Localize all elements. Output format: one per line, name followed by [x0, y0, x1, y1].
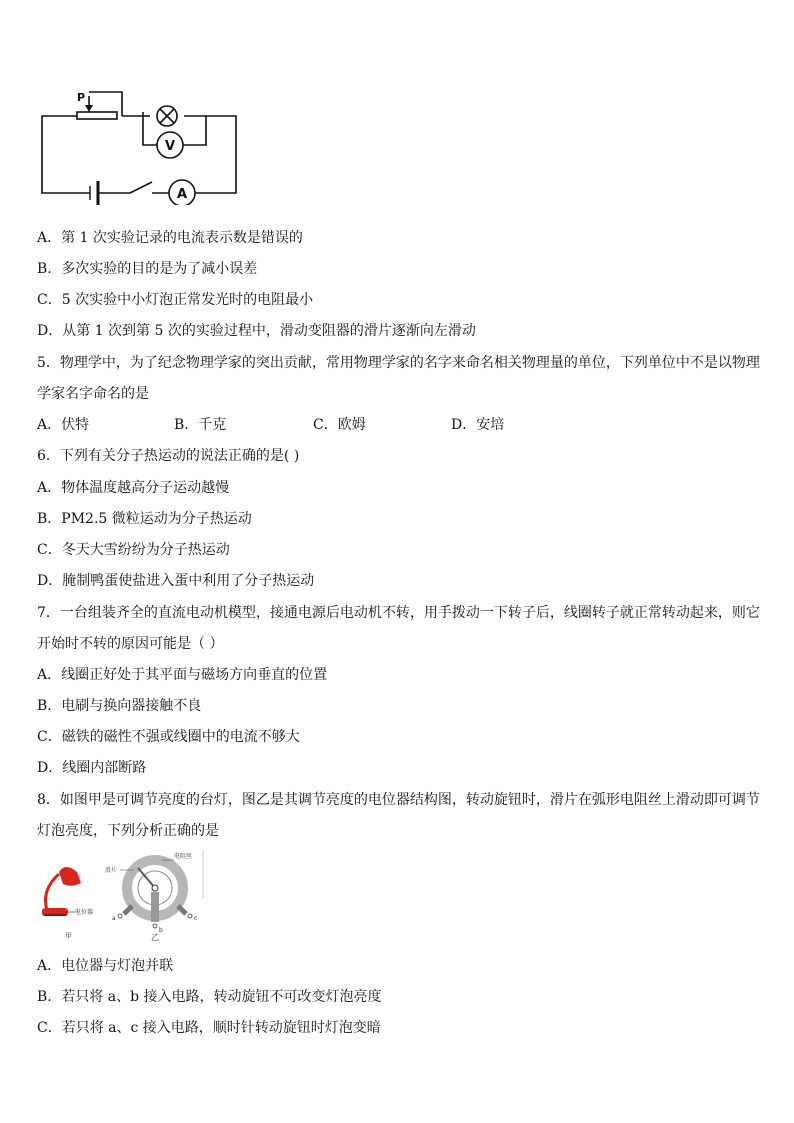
- q4-option-c: C．5 次实验中小灯泡正常发光时的电阻最小: [37, 292, 314, 308]
- figure-jia-label: 甲: [65, 932, 72, 940]
- figure-yi-label: 乙: [151, 933, 159, 942]
- terminal-a-label: a: [112, 915, 116, 922]
- q8-stem-line1: 8．如图甲是可调节亮度的台灯，图乙是其调节亮度的电位器结构图，转动旋钮时，滑片在弧形电阻丝上滑动即可调节: [37, 792, 760, 808]
- q7-stem-line1: 7．一台组装齐全的直流电动机模型，接通电源后电动机不转，用手拨动一下转子后，线圈转子就正常转动起来，则它: [37, 605, 760, 621]
- q6-option-a: A．物体温度越高分子运动越慢: [37, 480, 230, 496]
- terminal-c-label: c: [194, 915, 198, 922]
- circuit-diagram: [32, 85, 252, 205]
- slider-arrow: [85, 105, 93, 112]
- potentiometer-figure: [100, 850, 212, 945]
- voltmeter-label: V: [165, 139, 176, 154]
- q8-option-b: B．若只将 a、b 接入电路，转动旋钮不可改变灯泡亮度: [37, 989, 382, 1005]
- slider-label: 滑片: [105, 867, 118, 874]
- q7-option-a: A．线圈正好处于其平面与磁场方向垂直的位置: [37, 667, 328, 683]
- lamp-symbol: [157, 106, 177, 126]
- q5-stem-line2: 学家名字命名的是: [37, 386, 149, 402]
- q5-option-c: C．欧姆: [313, 417, 366, 433]
- resistance-wire-label: 电阻丝: [174, 853, 193, 860]
- battery-symbol: [90, 181, 98, 205]
- q7-option-b: B．电刷与换向器接触不良: [37, 698, 202, 714]
- q7-stem-line2: 开始时不转的原因可能是（ ）: [37, 636, 224, 652]
- q7-option-d: D．线圈内部断路: [37, 760, 147, 776]
- q5-stem-line1: 5．物理学中，为了纪念物理学家的突出贡献，常用物理学家的名字来命名相关物理量的单位，下列单位中不是以物理: [37, 355, 760, 371]
- q4-option-b: B．多次实验的目的是为了减小误差: [37, 261, 258, 277]
- q5-option-d: D．安培: [451, 417, 505, 433]
- q8-stem-line2: 灯泡亮度，下列分析正确的是: [37, 823, 219, 839]
- q4-option-a: A．第 1 次实验记录的电流表示数是错误的: [37, 230, 303, 246]
- q8-option-c: C．若只将 a、c 接入电路，顺时针转动旋钮时灯泡变暗: [37, 1020, 381, 1036]
- q6-option-b: B．PM2.5 微粒运动为分子热运动: [37, 511, 252, 527]
- q5-option-b: B．千克: [174, 417, 227, 433]
- ammeter-label: A: [177, 187, 188, 202]
- q7-option-c: C．磁铁的磁性不强或线圈中的电流不够大: [37, 729, 300, 745]
- q4-option-d: D．从第 1 次到第 5 次的实验过程中，滑动变阻器的滑片逐渐向左滑动: [37, 323, 476, 339]
- q5-option-a: A．伏特: [37, 417, 90, 433]
- q6-stem: 6．下列有关分子热运动的说法正确的是( ): [37, 448, 300, 464]
- voltmeter-symbol: [157, 132, 183, 158]
- ammeter-symbol: [169, 180, 195, 205]
- q8-option-a: A．电位器与灯泡并联: [37, 958, 174, 974]
- slider-label-p: P: [77, 91, 86, 104]
- lamp-figure: [37, 850, 107, 945]
- q6-option-c: C．冬天大雪纷纷为分子热运动: [37, 542, 230, 558]
- lamp-part-label: 电位器: [75, 909, 94, 916]
- q6-option-d: D．腌制鸭蛋使盐进入蛋中利用了分子热运动: [37, 573, 315, 589]
- terminal-b-label: b: [159, 927, 163, 934]
